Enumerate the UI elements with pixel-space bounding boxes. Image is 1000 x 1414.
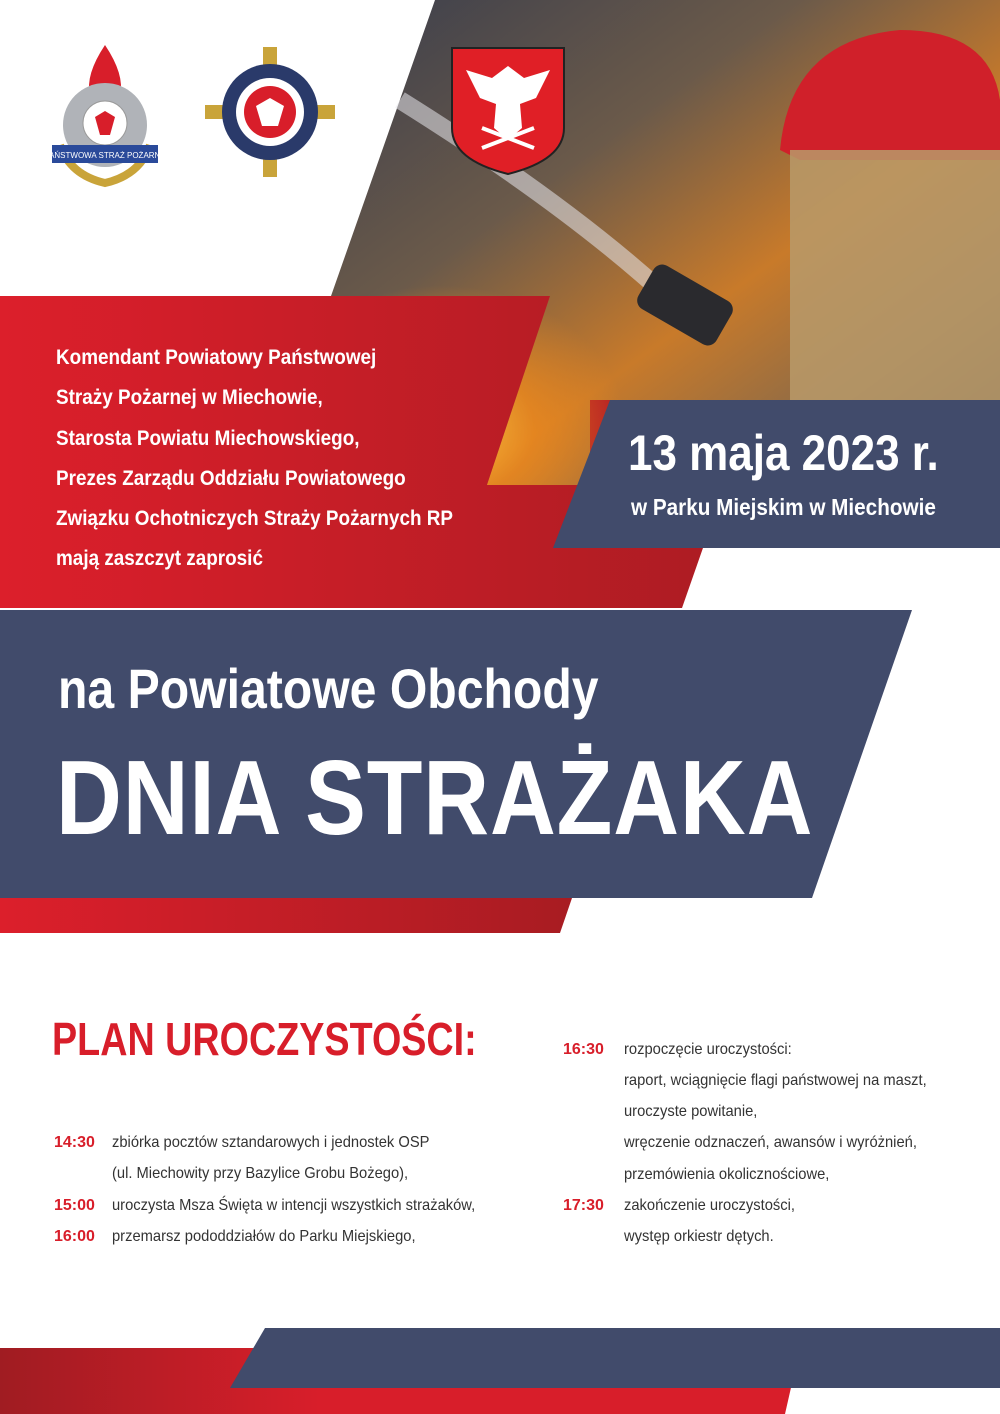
schedule-item: rozpoczęcie uroczystości: <box>624 1041 792 1058</box>
schedule-time: 15:00 <box>54 1197 95 1214</box>
schedule-item: przemówienia okolicznościowe, <box>624 1166 830 1183</box>
invitation-line: Komendant Powiatowy Państwowej <box>56 346 377 369</box>
invitation-line: Związku Ochotniczych Straży Pożarnych RP <box>56 507 454 531</box>
invitation-text <box>56 338 453 580</box>
bottom-navy-band <box>230 1328 1000 1388</box>
invitation-line: Prezes Zarządu Oddziału Powiatowego <box>56 466 406 490</box>
schedule-item: uroczysta Msza Święta w intencji wszystkich strażaków, <box>112 1197 476 1214</box>
headline-subtitle: na Powiatowe Obchody <box>58 657 599 720</box>
invitation-line: Starosta Powiatu Miechowskiego, <box>56 426 360 450</box>
schedule-item: zbiórka pocztów sztandarowych i jednostek OSP <box>112 1134 430 1151</box>
schedule-item: (ul. Miechowity przy Bazylice Grobu Bożego), <box>112 1165 409 1182</box>
event-place: w Parku Miejskim w Miechowie <box>631 494 936 520</box>
invitation-line: Straży Pożarnej w Miechowie, <box>56 386 323 410</box>
miechow-coat-of-arms-icon <box>452 48 564 174</box>
schedule-item: uroczyste powitanie, <box>624 1103 758 1120</box>
schedule-item: przemarsz pododdziałów do Parku Miejskiego, <box>112 1228 416 1245</box>
schedule-item: występ orkiestr dętych. <box>624 1228 774 1245</box>
schedule-item: raport, wciągnięcie flagi państwowej na maszt, <box>624 1072 927 1089</box>
schedule-time: 16:30 <box>563 1041 604 1058</box>
schedule-time: 17:30 <box>563 1197 604 1214</box>
svg-text:PAŃSTWOWA STRAŻ POŻARNA: PAŃSTWOWA STRAŻ POŻARNA <box>44 151 166 160</box>
schedule-time: 14:30 <box>54 1134 95 1151</box>
event-date: 13 maja 2023 r. <box>628 425 939 481</box>
zosp-emblem-icon <box>205 47 335 177</box>
red-strip <box>0 898 572 933</box>
schedule-item: zakończenie uroczystości, <box>624 1197 795 1214</box>
headline-title: DNIA STRAŻAKA <box>56 739 814 857</box>
schedule-item: wręczenie odznaczeń, awansów i wyróżnień, <box>624 1134 917 1151</box>
schedule-time: 16:00 <box>54 1228 95 1245</box>
psp-emblem-icon <box>44 45 166 183</box>
plan-heading: PLAN UROCZYSTOŚCI: <box>52 1013 477 1065</box>
invitation-line: mają zaszczyt zaprosić <box>56 547 263 571</box>
